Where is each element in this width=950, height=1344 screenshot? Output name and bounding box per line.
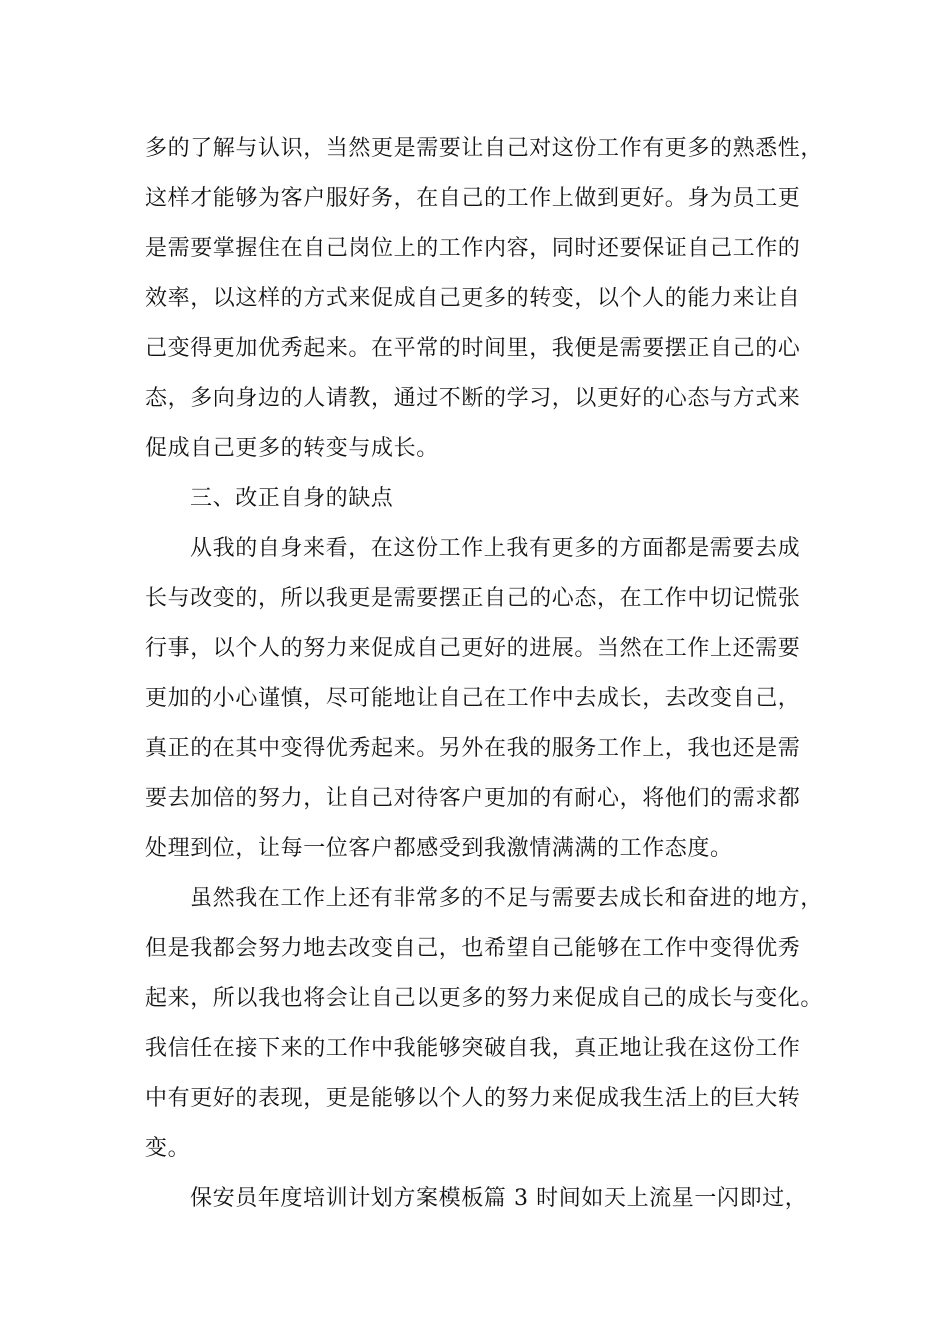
paragraph-line: 从我的自身来看，在这份工作上我有更多的方面都是需要去成 xyxy=(190,536,801,561)
paragraph-line: 效率，以这样的方式来促成自己更多的转变，以个人的能力来让自 xyxy=(145,286,801,311)
paragraph-line: 这样才能够为客户服好务，在自己的工作上做到更好。身为员工更 xyxy=(145,186,801,211)
paragraph-line: 变。 xyxy=(145,1136,191,1161)
paragraph-line: 要去加倍的努力，让自己对待客户更加的有耐心，将他们的需求都 xyxy=(145,786,801,811)
paragraph-line: 促成自己更多的转变与成长。 xyxy=(145,436,439,461)
paragraph-line: 处理到位，让每一位客户都感受到我激情满满的工作态度。 xyxy=(145,836,733,861)
paragraph-line: 中有更好的表现，更是能够以个人的努力来促成我生活上的巨大转 xyxy=(145,1086,801,1111)
paragraph-line: 起来，所以我也将会让自己以更多的努力来促成自己的成长与变化。 xyxy=(145,986,824,1011)
paragraph-line: 多的了解与认识，当然更是需要让自己对这份工作有更多的熟悉性， xyxy=(145,136,824,161)
paragraph-line: 是需要掌握住在自己岗位上的工作内容，同时还要保证自己工作的 xyxy=(145,236,801,261)
paragraph-line: 保安员年度培训计划方案模板篇 3 时间如天上流星一闪即过， xyxy=(190,1186,808,1211)
paragraph-line: 我信任在接下来的工作中我能够突破自我，真正地让我在这份工作 xyxy=(145,1036,801,1061)
section-heading: 三、改正自身的缺点 xyxy=(190,486,394,511)
paragraph-line: 但是我都会努力地去改变自己，也希望自己能够在工作中变得优秀 xyxy=(145,936,801,961)
paragraph-line: 虽然我在工作上还有非常多的不足与需要去成长和奋进的地方， xyxy=(190,886,823,911)
paragraph-line: 真正的在其中变得优秀起来。另外在我的服务工作上，我也还是需 xyxy=(145,736,801,761)
paragraph-line: 己变得更加优秀起来。在平常的时间里，我便是需要摆正自己的心 xyxy=(145,336,801,361)
paragraph-line: 行事，以个人的努力来促成自己更好的进展。当然在工作上还需要 xyxy=(145,636,801,661)
paragraph-line: 态，多向身边的人请教，通过不断的学习，以更好的心态与方式来 xyxy=(145,386,801,411)
paragraph-line: 长与改变的，所以我更是需要摆正自己的心态，在工作中切记慌张 xyxy=(145,586,801,611)
paragraph-line: 更加的小心谨慎，尽可能地让自己在工作中去成长，去改变自己， xyxy=(145,686,801,711)
